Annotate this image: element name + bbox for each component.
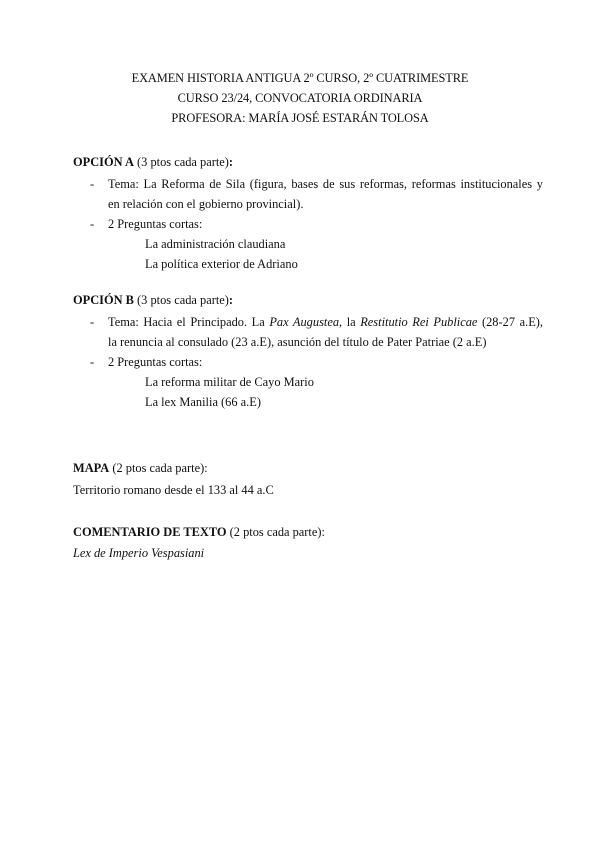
option-b-question-2: La lex Manilia (66 a.E) [145,395,261,409]
option-a-points: (3 ptos cada parte) [133,155,229,169]
comentario-section [73,522,543,563]
option-b-topic [73,312,543,352]
comentario-text [73,543,543,563]
mapa-heading [73,458,543,478]
mapa-text: Territorio romano desde el 133 al 44 a.C [73,483,274,497]
option-a-heading [73,152,543,172]
option-a-section [73,152,543,274]
option-a-questions-label: 2 Preguntas cortas: [108,217,203,231]
option-a-title: OPCIÓN A [73,155,134,169]
option-b-topic-text-c: (28-27 a.E), [477,315,543,329]
mapa-title: MAPA [73,461,110,475]
option-a-topic [73,174,543,214]
comentario-points: (2 ptos cada parte): [226,525,325,539]
option-b-questions-label: 2 Preguntas cortas: [108,355,203,369]
mapa-section [73,458,543,500]
option-b-questions [73,352,543,372]
option-a-questions [73,214,543,234]
option-b-colon: : [228,293,234,307]
option-b-points: (3 ptos cada parte) [133,293,229,307]
option-a-question-1: La administración claudiana [145,237,286,251]
option-a-question-2: La política exterior de Adriano [145,257,298,271]
bullet-dash: - [90,177,95,191]
option-b-section [73,290,543,412]
header-course: CURSO 23/24, CONVOCATORIA ORDINARIA [177,91,423,105]
option-a-topic-line1: Tema: La Reforma de Sila (figura, bases de sus reformas, reformas institucionales y [108,177,543,191]
option-a-topic-line2: en relación con el gobierno provincial). [108,197,304,211]
bullet-dash: - [90,217,95,231]
bullet-dash: - [90,355,95,369]
option-b-restitutio: Restitutio Rei Publicae [360,315,478,329]
header-title: EXAMEN HISTORIA ANTIGUA 2º CURSO, 2º CUATRIMESTRE [131,71,469,85]
mapa-points: (2 ptos cada parte): [109,461,208,475]
option-b-pax-augustea: Pax Augustea [269,315,340,329]
option-b-question-1: La reforma militar de Cayo Mario [145,375,314,389]
option-b-topic-line2: la renuncia al consulado (23 a.E), asunción del título de Pater Patriae (2 a.E) [108,335,487,349]
exam-header [0,68,600,128]
option-b-heading [73,290,543,310]
comentario-title: COMENTARIO DE TEXTO [73,525,227,539]
option-b-topic-line1 [108,312,543,332]
header-professor: PROFESORA: MARÍA JOSÉ ESTARÁN TOLOSA [171,111,429,125]
comentario-text-italic: Lex de Imperio Vespasiani [73,546,205,560]
option-a-colon: : [228,155,234,169]
comentario-heading [73,522,543,542]
option-b-title: OPCIÓN B [73,293,134,307]
option-b-topic-text-a: Tema: Hacia el Principado. La [108,315,270,329]
bullet-dash: - [90,315,95,329]
option-b-topic-text-b: , la [339,315,361,329]
